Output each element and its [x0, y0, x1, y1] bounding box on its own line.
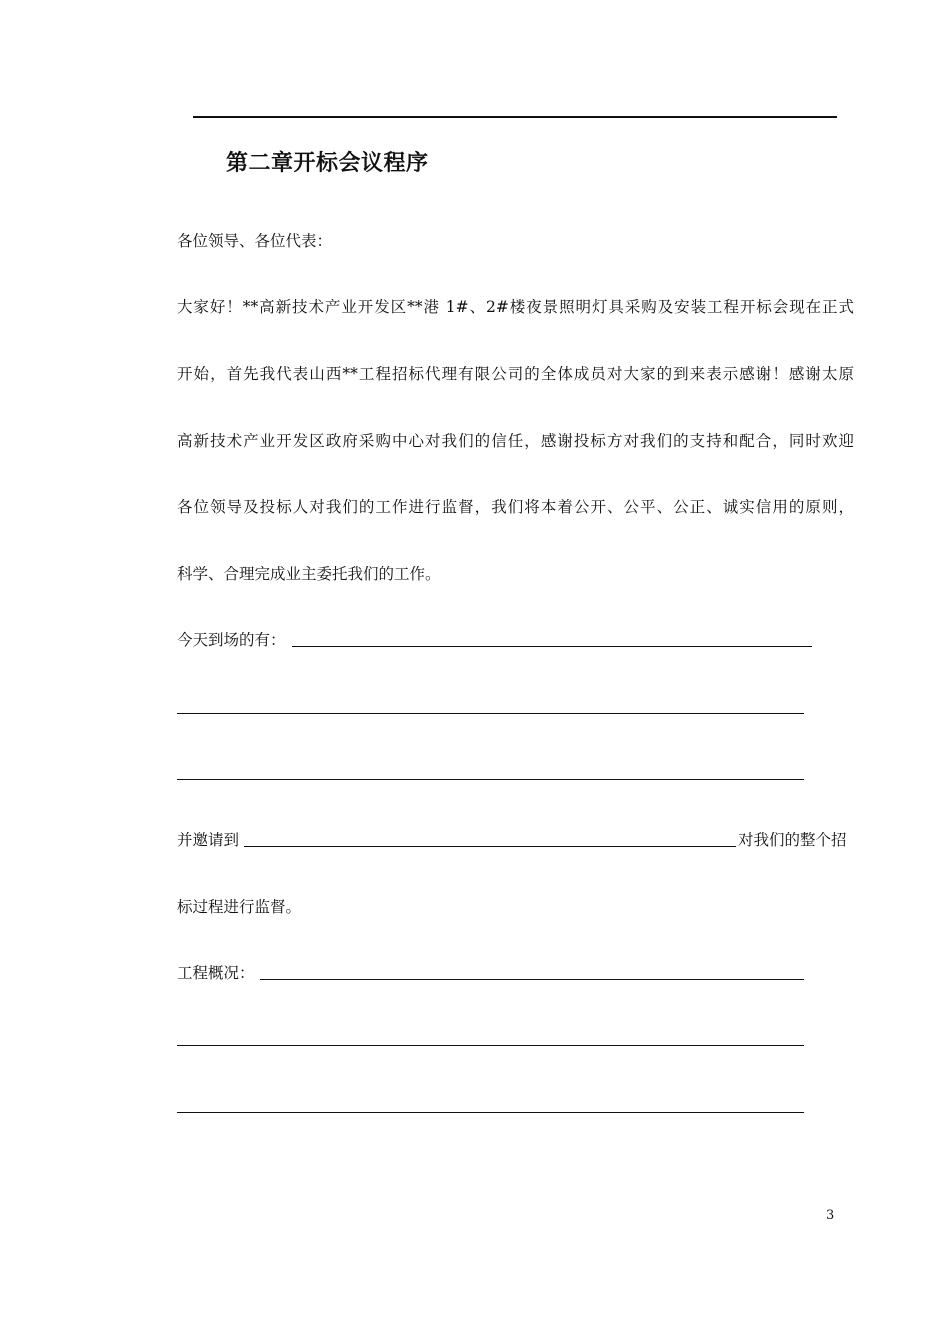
intro-line-1: 大家好！**高新技术产业开发区**港 1#、2#楼夜景照明灯具采购及安装工程开标会现在正式	[177, 298, 854, 316]
intro-line-3: 高新技术产业开发区政府采购中心对我们的信任，感谢投标方对我们的支持和配合，同时欢迎	[177, 432, 854, 450]
project-blank-1	[260, 979, 804, 980]
project-blank-3	[177, 1112, 804, 1113]
invite-prefix: 并邀请到	[177, 831, 240, 849]
project-label: 工程概况：	[177, 964, 255, 982]
page-number: 3	[826, 1208, 835, 1223]
invite-suffix: 对我们的整个招	[738, 831, 847, 849]
intro-line-4: 各位领导及投标人对我们的工作进行监督，我们将本着公开、公平、公正、诚实信用的原则，	[177, 498, 854, 516]
project-blank-2	[177, 1045, 804, 1046]
intro-line-2: 开始，首先我代表山西**工程招标代理有限公司的全体成员对大家的到来表示感谢！感谢太原	[177, 365, 854, 383]
invite-blank	[244, 846, 736, 847]
attendees-blank-2	[177, 713, 804, 714]
attendees-blank-3	[177, 779, 804, 780]
attendees-label: 今天到场的有：	[177, 631, 286, 649]
intro-line-5: 科学、合理完成业主委托我们的工作。	[177, 565, 441, 583]
attendees-blank-1	[292, 646, 812, 647]
invite-continuation: 标过程进行监督。	[177, 898, 302, 916]
chapter-title: 第二章开标会议程序	[226, 151, 429, 176]
header-rule	[193, 116, 837, 118]
salutation: 各位领导、各位代表：	[177, 232, 333, 250]
